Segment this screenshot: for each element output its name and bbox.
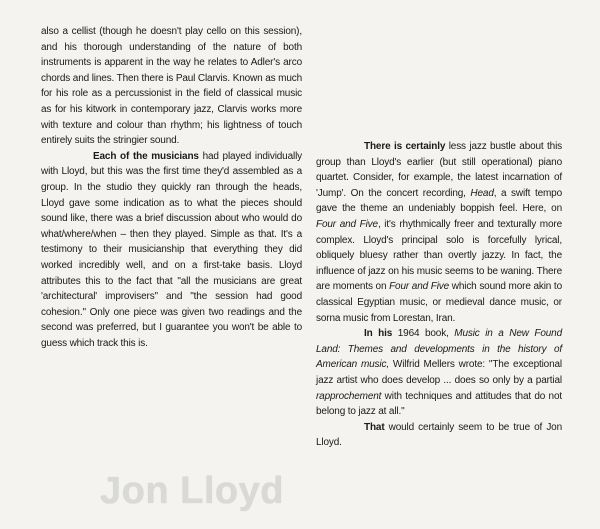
paragraph: also a cellist (though he doesn't play cello on this session), and his thorough understanding of the nature of both instruments is apparent in the way he relates to Adler's arco chords and lines. Then there is Paul Clarvis. Known as much for his role as a percussionist in the field of classical music as for his kitwork in contemporary jazz, Clarvis works more with texture and colour than rhythm; his lightness of touch entirely suits the stringier sound. xyxy=(41,26,302,147)
paragraph-text: Wilfrid Mellers wrote: "The exceptional jazz artist who does develop ... does so only by a partial xyxy=(316,359,562,386)
left-column xyxy=(41,24,302,351)
paragraph-text: 1964 book, xyxy=(392,328,455,340)
paragraph xyxy=(316,326,562,420)
paragraph-text: which sound more akin to classical Egyptian music, or medieval dance music, or sorna music from Lorestan, Iran. xyxy=(316,281,562,324)
paragraph xyxy=(316,139,562,326)
paragraph-text: would certainly seem to be true of Jon Lloyd. xyxy=(316,421,562,449)
album-title: Head xyxy=(470,187,494,199)
lead-in: That xyxy=(364,421,385,433)
paragraph-text: , it's rhythmically freer and texturally more complex. Lloyd's principal solo is forcefully lyrical, obliquely bluesy rather than overtly jazzy. In fact, the influence of jazz on his music seems to be waning. There are moments on xyxy=(316,218,562,293)
lead-in: In his xyxy=(364,328,393,340)
lead-in: There is certainly xyxy=(364,141,446,152)
book-title: Music in a New Found Land: Themes and developments in the history of American music, xyxy=(316,328,562,371)
paragraph xyxy=(41,149,302,352)
paragraph-text: with techniques and attitudes that do not belong to jazz at all." xyxy=(316,390,562,418)
artist-name: Jon Lloyd xyxy=(100,470,284,512)
paragraph-text: less jazz bustle about this group than Lloyd's earlier (but still operational) piano quartet. Consider, for example, the latest incarnation of 'Jump'. On the concert recording, xyxy=(316,141,562,199)
album-title: Four and Five xyxy=(316,218,378,230)
lead-in: Each of the musicians xyxy=(93,150,199,162)
album-title: Four and Five xyxy=(389,281,450,293)
italic-term: rapprochement xyxy=(316,390,382,402)
paragraph xyxy=(316,420,562,451)
paragraph-text: , a swift tempo gave the theme an undeniably boppish feel. Here, on xyxy=(316,187,562,215)
right-column xyxy=(316,139,562,451)
paragraph-text: had played individually with Lloyd, but this was the first time they'd assembled as a group. In the studio they quickly ran through the heads, Lloyd gave some indication as to what the pieces should sound like, there was a brief discussion about who would do what/where/when – then they played. Simple as that. It's a testimony to their musicianship that everything they did worked incredibly well, and on a first-take basis. Lloyd attributes this to the fact that "all the musicians are great 'architectural' improvisers" and "the session had good cohesion." Only one piece was given two readings and the second was preferred, but I guarantee you won't be able to guess which track this is. xyxy=(41,150,302,349)
